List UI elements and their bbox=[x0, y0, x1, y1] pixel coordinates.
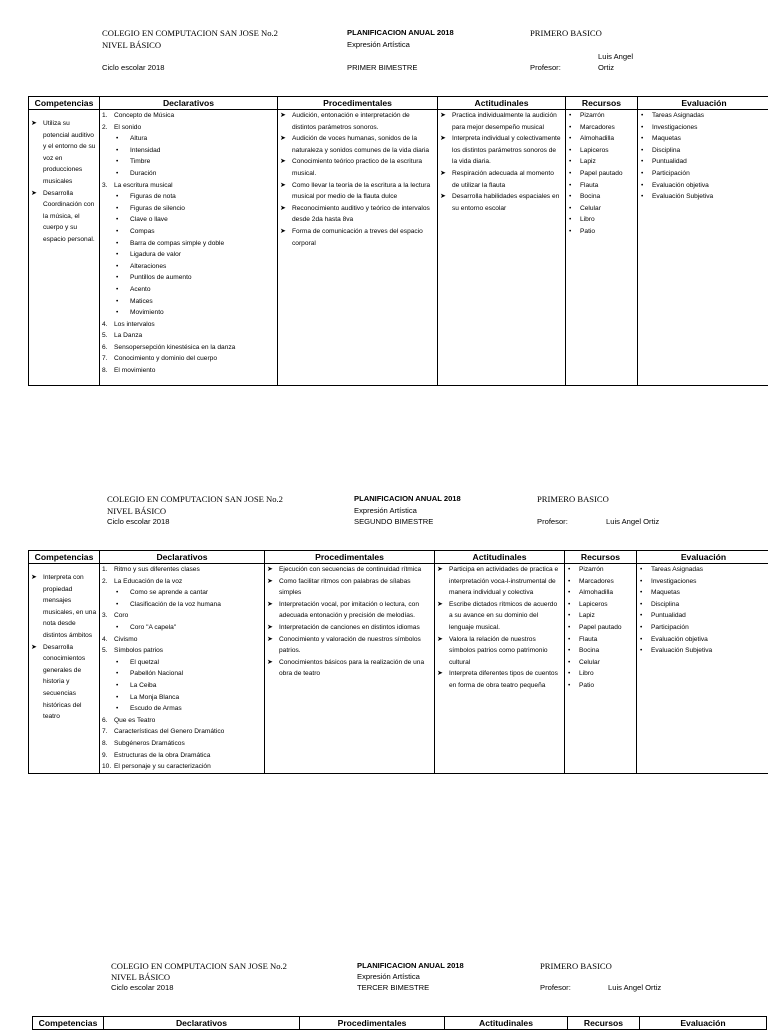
table-header-row bbox=[33, 1017, 767, 1030]
list-item: ➤ Interpreta diferentes tipos de cuentos en forma de obra teatro pequeña bbox=[437, 668, 562, 691]
level-name: NIVEL BÁSICO bbox=[111, 972, 170, 982]
item-number: 4. bbox=[102, 634, 108, 646]
column-header: Procedimentales bbox=[300, 1017, 445, 1030]
list-item: ➤ Valora la relación de nuestros símbolos patrios como patrimonio cultural bbox=[437, 634, 562, 669]
item-text: La escritura musical bbox=[114, 182, 173, 189]
list-item: • Libro bbox=[568, 214, 635, 226]
period-name: TERCER BIMESTRE bbox=[357, 983, 429, 993]
list-item: • Participación bbox=[639, 622, 768, 634]
list-item: • Tareas Asignadas bbox=[640, 110, 768, 122]
declarativos-cell bbox=[100, 564, 265, 774]
sub-item: • Compas bbox=[102, 226, 275, 238]
numbered-item bbox=[102, 330, 275, 342]
school-name: COLEGIO EN COMPUTACION SAN JOSE No.2 bbox=[111, 961, 287, 971]
item-number: 7. bbox=[102, 353, 108, 365]
column-header: Declarativos bbox=[100, 97, 278, 110]
item-text: Civismo bbox=[114, 636, 137, 643]
subject-name: Expresión Artística bbox=[354, 506, 417, 516]
list-item: ➤ Como llevar la teoría de la escritura a la lectura musical por medio de la flauta dulce bbox=[280, 180, 435, 203]
item-text: Subgéneros Dramáticos bbox=[114, 740, 185, 747]
item-text: El movimiento bbox=[114, 367, 155, 374]
item-number: 6. bbox=[102, 342, 108, 354]
list-item: ➤ Interpretación vocal, por imitación o lectura, con adecuada entonación y precisión de melodías. bbox=[267, 599, 432, 622]
item-number: 9. bbox=[102, 750, 108, 762]
list-item: • Investigaciones bbox=[640, 122, 768, 134]
level-name: NIVEL BÁSICO bbox=[107, 506, 166, 516]
teacher-name: Luis Angel Ortiz bbox=[606, 517, 659, 527]
list-item: • Papel pautado bbox=[567, 622, 634, 634]
item-number: 10. bbox=[102, 761, 111, 773]
numbered-item bbox=[102, 353, 275, 365]
column-header: Competencias bbox=[33, 1017, 104, 1030]
column-header: Evaluación bbox=[638, 97, 768, 110]
column-header: Actitudinales bbox=[438, 97, 566, 110]
list-item: • Evaluación Subjetiva bbox=[639, 645, 768, 657]
actitudinales-cell bbox=[438, 110, 566, 386]
list-item: ➤ Interpreta individual y colectivamente los distintos parámetros sonoros de la vida diaria. bbox=[440, 133, 563, 168]
item-number: 4. bbox=[102, 319, 108, 331]
item-text: Los intervalos bbox=[114, 321, 155, 328]
sub-item: • Clasificación de la voz humana bbox=[102, 599, 262, 611]
level-name: NIVEL BÁSICO bbox=[102, 40, 161, 50]
column-header: Procedimentales bbox=[265, 551, 435, 564]
list-item: ➤ Practica individualmente la audición para mejor desempeño musical bbox=[440, 110, 563, 133]
list-item: • Flauta bbox=[568, 180, 635, 192]
list-item: • Puntualidad bbox=[640, 156, 768, 168]
list-item: • Almohadilla bbox=[568, 133, 635, 145]
item-text: Concepto de Música bbox=[114, 112, 174, 119]
sub-item: • La Monja Blanca bbox=[102, 692, 262, 704]
procedimentales-cell bbox=[278, 110, 438, 386]
list-item: • Tareas Asignadas bbox=[639, 564, 768, 576]
item-text: Coro bbox=[114, 612, 128, 619]
sub-item: • Matices bbox=[102, 296, 275, 308]
planning-table bbox=[32, 1016, 767, 1030]
list-item: • Participación bbox=[640, 168, 768, 180]
item-text: Símbolos patrios bbox=[114, 647, 163, 654]
list-item: ➤ Forma de comunicación a treves del espacio corporal bbox=[280, 226, 435, 249]
list-item: • Marcadores bbox=[567, 576, 634, 588]
item-text: Que es Teatro bbox=[114, 717, 155, 724]
list-item: ➤ Reconocimiento auditivo y teórico de intervalos desde 2da hasta 8va bbox=[280, 203, 435, 226]
item-text: Características del Genero Dramático bbox=[114, 728, 224, 735]
list-item: • Lapiz bbox=[568, 156, 635, 168]
numbered-item bbox=[102, 319, 275, 331]
list-item: • Patio bbox=[568, 226, 635, 238]
sub-item: • Altura bbox=[102, 133, 275, 145]
list-item: • Celular bbox=[568, 203, 635, 215]
numbered-item bbox=[102, 576, 262, 588]
list-item: ➤ Desarrolla conocimientos generales de historia y secuencias históricas del teatro bbox=[31, 642, 97, 723]
plan-title: PLANIFICACION ANUAL 2018 bbox=[354, 494, 461, 504]
numbered-item bbox=[102, 750, 262, 762]
list-item: • Evaluación objetiva bbox=[639, 634, 768, 646]
school-name: COLEGIO EN COMPUTACION SAN JOSE No.2 bbox=[102, 28, 278, 38]
numbered-item bbox=[102, 738, 262, 750]
item-text: Sensopersepción kinestésica en la danza bbox=[114, 344, 235, 351]
sub-item: • Alteraciones bbox=[102, 261, 275, 273]
list-item: • Flauta bbox=[567, 634, 634, 646]
list-item: ➤ Participa en actividades de practica e interpretación voca-l-instrumental de manera individual y colectiva bbox=[437, 564, 562, 599]
sub-item: • Puntillos de aumento bbox=[102, 272, 275, 284]
sub-item: • Duración bbox=[102, 168, 275, 180]
numbered-item bbox=[102, 365, 275, 377]
list-item: ➤ Escribe dictados rítmicos de acuerdo a su avance en su dominio del lenguaje musical. bbox=[437, 599, 562, 634]
table-row bbox=[29, 110, 768, 386]
sub-item: • Acento bbox=[102, 284, 275, 296]
teacher-label: Profesor: bbox=[537, 517, 568, 527]
list-item: ➤ Utiliza su potencial auditivo y el entorno de su voz en producciones musicales bbox=[31, 118, 97, 188]
grade-name: PRIMERO BASICO bbox=[540, 961, 612, 971]
sub-item: • Intensidad bbox=[102, 145, 275, 157]
column-header: Declarativos bbox=[100, 551, 265, 564]
plan-title: PLANIFICACION ANUAL 2018 bbox=[357, 961, 464, 971]
item-number: 8. bbox=[102, 365, 108, 377]
list-item: • Lapiceros bbox=[567, 599, 634, 611]
sub-item: • Coro "A capela" bbox=[102, 622, 262, 634]
list-item: • Investigaciones bbox=[639, 576, 768, 588]
list-item: • Patio bbox=[567, 680, 634, 692]
item-number: 6. bbox=[102, 715, 108, 727]
table-row bbox=[29, 564, 768, 774]
list-item: ➤ Interpretación de canciones en distintos idiomas bbox=[267, 622, 432, 634]
list-item: • Pizarrón bbox=[567, 564, 634, 576]
list-item: ➤ Desarrolla Coordinación con la música, el cuerpo y su espacio personal. bbox=[31, 188, 97, 246]
period-name: SEGUNDO BIMESTRE bbox=[354, 517, 433, 527]
sub-item: • Escudo de Armas bbox=[102, 703, 262, 715]
item-text: La Danza bbox=[114, 332, 142, 339]
numbered-item bbox=[102, 715, 262, 727]
teacher-name-line2: Ortiz bbox=[598, 63, 614, 73]
numbered-item bbox=[102, 180, 275, 192]
column-header: Evaluación bbox=[637, 551, 768, 564]
list-item: • Marcadores bbox=[568, 122, 635, 134]
period-name: PRIMER BIMESTRE bbox=[347, 63, 417, 73]
teacher-label: Profesor: bbox=[530, 63, 561, 73]
item-number: 3. bbox=[102, 610, 108, 622]
sub-item: • Clave o llave bbox=[102, 214, 275, 226]
procedimentales-cell bbox=[265, 564, 435, 774]
numbered-item bbox=[102, 342, 275, 354]
list-item: • Lapiz bbox=[567, 610, 634, 622]
list-item: • Celular bbox=[567, 657, 634, 669]
column-header: Competencias bbox=[29, 551, 100, 564]
list-item: • Disciplina bbox=[639, 599, 768, 611]
list-item: • Pizarrón bbox=[568, 110, 635, 122]
list-item: • Almohadilla bbox=[567, 587, 634, 599]
item-number: 2. bbox=[102, 576, 108, 588]
subject-name: Expresión Artística bbox=[347, 40, 410, 50]
list-item: ➤ Audición de voces humanas, sonidos de la naturaleza y sonidos comunes de la vida diaria bbox=[280, 133, 435, 156]
numbered-item bbox=[102, 761, 262, 773]
evaluacion-cell bbox=[637, 564, 768, 774]
numbered-item bbox=[102, 110, 275, 122]
actitudinales-cell bbox=[435, 564, 565, 774]
item-number: 3. bbox=[102, 180, 108, 192]
numbered-item bbox=[102, 634, 262, 646]
list-item: • Bocina bbox=[567, 645, 634, 657]
list-item: • Bocina bbox=[568, 191, 635, 203]
sub-item: • Figuras de nota bbox=[102, 191, 275, 203]
numbered-item bbox=[102, 645, 262, 657]
item-text: Estructuras de la obra Dramática bbox=[114, 752, 210, 759]
item-text: Ritmo y sus diferentes clases bbox=[114, 566, 200, 573]
list-item: • Evaluación Subjetiva bbox=[640, 191, 768, 203]
column-header: Actitudinales bbox=[445, 1017, 568, 1030]
list-item: ➤ Respiración adecuada al momento de utilizar la flauta bbox=[440, 168, 563, 191]
numbered-item bbox=[102, 610, 262, 622]
grade-name: PRIMERO BASICO bbox=[537, 494, 609, 504]
item-number: 5. bbox=[102, 645, 108, 657]
numbered-item bbox=[102, 564, 262, 576]
recursos-cell bbox=[566, 110, 638, 386]
item-number: 1. bbox=[102, 564, 108, 576]
competencias-cell bbox=[29, 110, 100, 386]
sub-item: • Barra de compas simple y doble bbox=[102, 238, 275, 250]
list-item: ➤ Ejecución con secuencias de continuidad rítmica bbox=[267, 564, 432, 576]
list-item: • Evaluación objetiva bbox=[640, 180, 768, 192]
list-item: • Lapiceros bbox=[568, 145, 635, 157]
item-number: 8. bbox=[102, 738, 108, 750]
school-cycle: Ciclo escolar 2018 bbox=[102, 63, 164, 73]
list-item: • Disciplina bbox=[640, 145, 768, 157]
list-item: ➤ Conocimiento teórico practico de la escritura musical. bbox=[280, 156, 435, 179]
school-cycle: Ciclo escolar 2018 bbox=[111, 983, 173, 993]
sub-item: • Figuras de silencio bbox=[102, 203, 275, 215]
item-text: La Educación de la voz bbox=[114, 578, 182, 585]
competencias-cell bbox=[29, 564, 100, 774]
recursos-cell bbox=[565, 564, 637, 774]
school-name: COLEGIO EN COMPUTACION SAN JOSE No.2 bbox=[107, 494, 283, 504]
sub-item: • Pabellón Nacional bbox=[102, 668, 262, 680]
grade-name: PRIMERO BASICO bbox=[530, 28, 602, 38]
teacher-label: Profesor: bbox=[540, 983, 571, 993]
planning-table bbox=[28, 96, 768, 386]
evaluacion-cell bbox=[638, 110, 768, 386]
list-item: • Puntualidad bbox=[639, 610, 768, 622]
sub-item: • Ligadura de valor bbox=[102, 249, 275, 261]
list-item: • Papel pautado bbox=[568, 168, 635, 180]
table-header-row bbox=[29, 97, 768, 110]
declarativos-cell bbox=[100, 110, 278, 386]
list-item: • Libro bbox=[567, 668, 634, 680]
column-header: Recursos bbox=[566, 97, 638, 110]
list-item: ➤ Interpreta con propiedad mensajes musicales, en una nota desde distintos ámbitos bbox=[31, 572, 97, 642]
column-header: Procedimentales bbox=[278, 97, 438, 110]
list-item: • Maquetas bbox=[639, 587, 768, 599]
sub-item: • Timbre bbox=[102, 156, 275, 168]
list-item: • Maquetas bbox=[640, 133, 768, 145]
sub-item: • La Ceiba bbox=[102, 680, 262, 692]
item-text: El sonido bbox=[114, 124, 141, 131]
numbered-item bbox=[102, 726, 262, 738]
column-header: Recursos bbox=[565, 551, 637, 564]
teacher-name: Luis Angel bbox=[598, 52, 633, 62]
column-header: Recursos bbox=[568, 1017, 640, 1030]
list-item: ➤ Conocimientos básicos para la realización de una obra de teatro bbox=[267, 657, 432, 680]
list-item: ➤ Como facilitar ritmos con palabras de sílabas simples bbox=[267, 576, 432, 599]
column-header: Actitudinales bbox=[435, 551, 565, 564]
item-text: Conocimiento y dominio del cuerpo bbox=[114, 355, 217, 362]
subject-name: Expresión Artística bbox=[357, 972, 420, 982]
item-number: 2. bbox=[102, 122, 108, 134]
numbered-item bbox=[102, 122, 275, 134]
column-header: Declarativos bbox=[104, 1017, 300, 1030]
plan-title: PLANIFICACION ANUAL 2018 bbox=[347, 28, 454, 38]
item-number: 5. bbox=[102, 330, 108, 342]
item-number: 7. bbox=[102, 726, 108, 738]
column-header: Evaluación bbox=[640, 1017, 767, 1030]
teacher-name: Luis Angel Ortiz bbox=[608, 983, 661, 993]
item-number: 1. bbox=[102, 110, 108, 122]
table-header-row bbox=[29, 551, 768, 564]
item-text: El personaje y su caracterización bbox=[114, 763, 211, 770]
school-cycle: Ciclo escolar 2018 bbox=[107, 517, 169, 527]
list-item: ➤ Audición, entonación e interpretación de distintos parámetros sonoros. bbox=[280, 110, 435, 133]
sub-item: • Como se aprende a cantar bbox=[102, 587, 262, 599]
column-header: Competencias bbox=[29, 97, 100, 110]
list-item: ➤ Desarrolla habilidades espaciales en su entorno escolar bbox=[440, 191, 563, 214]
list-item: ➤ Conocimiento y valoración de nuestros símbolos patrios. bbox=[267, 634, 432, 657]
planning-table bbox=[28, 550, 768, 774]
sub-item: • El quetzal bbox=[102, 657, 262, 669]
sub-item: • Movimiento bbox=[102, 307, 275, 319]
